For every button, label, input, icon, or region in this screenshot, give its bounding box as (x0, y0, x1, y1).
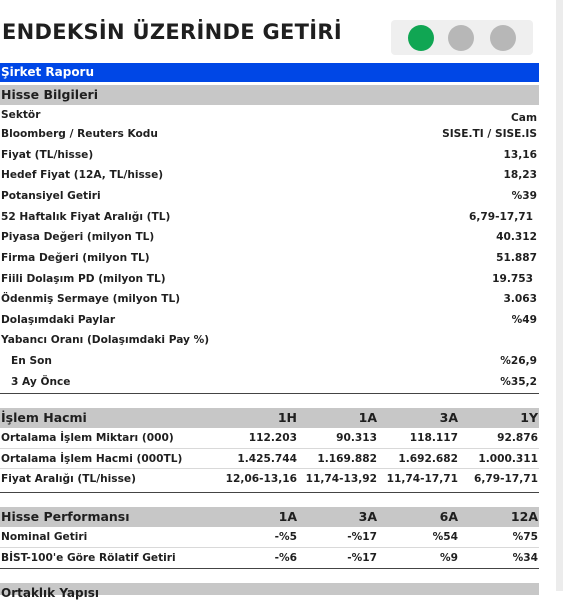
cell: -%17 (347, 551, 377, 564)
info-label: Fiyat (TL/hisse) (1, 149, 94, 161)
gray-status-dot-icon (490, 25, 516, 51)
cell: 92.876 (497, 432, 538, 444)
info-value: 13,16 (503, 149, 537, 161)
info-value: 19.753 (492, 273, 533, 285)
info-value: %35,2 (500, 376, 537, 388)
info-label: Yabancı Oranı (Dolaşımdaki Pay %) (1, 334, 210, 346)
col-header-1h: 1H (277, 410, 297, 425)
table-row (0, 469, 539, 490)
info-value: SISE.TI / SISE.IS (442, 128, 537, 140)
table-row (0, 449, 539, 470)
cell: 112.203 (248, 432, 297, 444)
volume-header-row (0, 408, 539, 428)
cell: %34 (512, 551, 538, 564)
volume-header: İşlem Hacmi (1, 410, 87, 425)
cell: 12,06-13,16 (225, 473, 297, 485)
info-label: Ödenmiş Sermaye (milyon TL) (1, 293, 181, 305)
section-divider (0, 568, 539, 569)
info-value: %39 (511, 190, 537, 202)
row-label: BİST-100'e Göre Rölatif Getiri (1, 551, 176, 564)
row-label: Fiyat Aralığı (TL/hisse) (1, 473, 136, 485)
cell: 1.000.311 (478, 452, 538, 465)
stock-info-header: Hisse Bilgileri (0, 85, 539, 105)
cell: 11,74-13,92 (305, 473, 377, 485)
page-title: ENDEKSİN ÜZERİNDE GETİRİ (2, 20, 342, 44)
info-value: 6,79-17,71 (468, 211, 533, 223)
gray-status-dot-icon (448, 25, 474, 51)
row-label: Ortalama İşlem Hacmi (000TL) (1, 452, 183, 465)
trading-volume-table (0, 408, 539, 490)
info-label: Hedef Fiyat (12A, TL/hisse) (1, 169, 164, 181)
info-label: Firma Değeri (milyon TL) (1, 252, 150, 264)
cell: -%5 (274, 531, 297, 543)
section-divider (0, 393, 539, 394)
info-label: Bloomberg / Reuters Kodu (1, 128, 158, 140)
scrollbar-track[interactable] (556, 0, 563, 591)
row-label: Ortalama İşlem Miktarı (000) (1, 432, 174, 444)
col-header-6a: 6A (439, 509, 458, 524)
col-header-1a: 1A (278, 509, 297, 524)
info-value: 51.887 (496, 252, 537, 264)
info-value: %26,9 (500, 355, 537, 367)
cell: 6,79-17,71 (473, 473, 538, 485)
info-value: 18,23 (503, 169, 537, 181)
performance-header-row (0, 507, 539, 527)
cell: %9 (440, 551, 458, 564)
info-value: 40.312 (496, 231, 537, 243)
cell: 1.425.744 (237, 452, 297, 465)
section-divider (0, 492, 539, 493)
cell: 1.692.682 (398, 452, 458, 465)
table-row (0, 527, 539, 548)
table-row (0, 428, 539, 449)
info-label: Sektör (1, 109, 41, 121)
col-header-1y: 1Y (520, 410, 538, 425)
cell: 90.313 (336, 432, 377, 444)
info-value: 3.063 (503, 293, 537, 305)
performance-header: Hisse Performansı (1, 509, 130, 524)
green-status-dot-icon (408, 25, 434, 51)
info-label: Fiili Dolaşım PD (milyon TL) (1, 273, 166, 285)
cell: -%17 (347, 531, 377, 543)
info-label: 52 Haftalık Fiyat Aralığı (TL) (1, 211, 171, 223)
info-label: Dolaşımdaki Paylar (1, 314, 116, 326)
col-header-1a: 1A (358, 410, 377, 425)
cell: -%6 (274, 551, 297, 564)
info-label: Piyasa Değeri (milyon TL) (1, 231, 155, 243)
info-label: Potansiyel Getiri (1, 190, 101, 202)
col-header-12a: 12A (510, 509, 538, 524)
table-row (0, 548, 539, 569)
cell: 11,74-17,71 (386, 473, 458, 485)
shareholder-structure-header: Ortaklık Yapısı (0, 583, 539, 595)
stock-performance-table (0, 507, 539, 568)
cell: 118.117 (409, 432, 458, 444)
info-label: En Son (11, 355, 52, 367)
cell: 1.169.882 (317, 452, 377, 465)
row-label: Nominal Getiri (1, 531, 88, 543)
info-value: Cam (511, 112, 537, 124)
report-type-bar: Şirket Raporu (0, 63, 539, 82)
cell: %75 (512, 531, 538, 543)
status-indicator (391, 20, 533, 55)
info-label: 3 Ay Önce (11, 376, 71, 388)
cell: %54 (432, 531, 458, 543)
col-header-3a: 3A (358, 509, 377, 524)
info-value: %49 (511, 314, 537, 326)
col-header-3a: 3A (439, 410, 458, 425)
